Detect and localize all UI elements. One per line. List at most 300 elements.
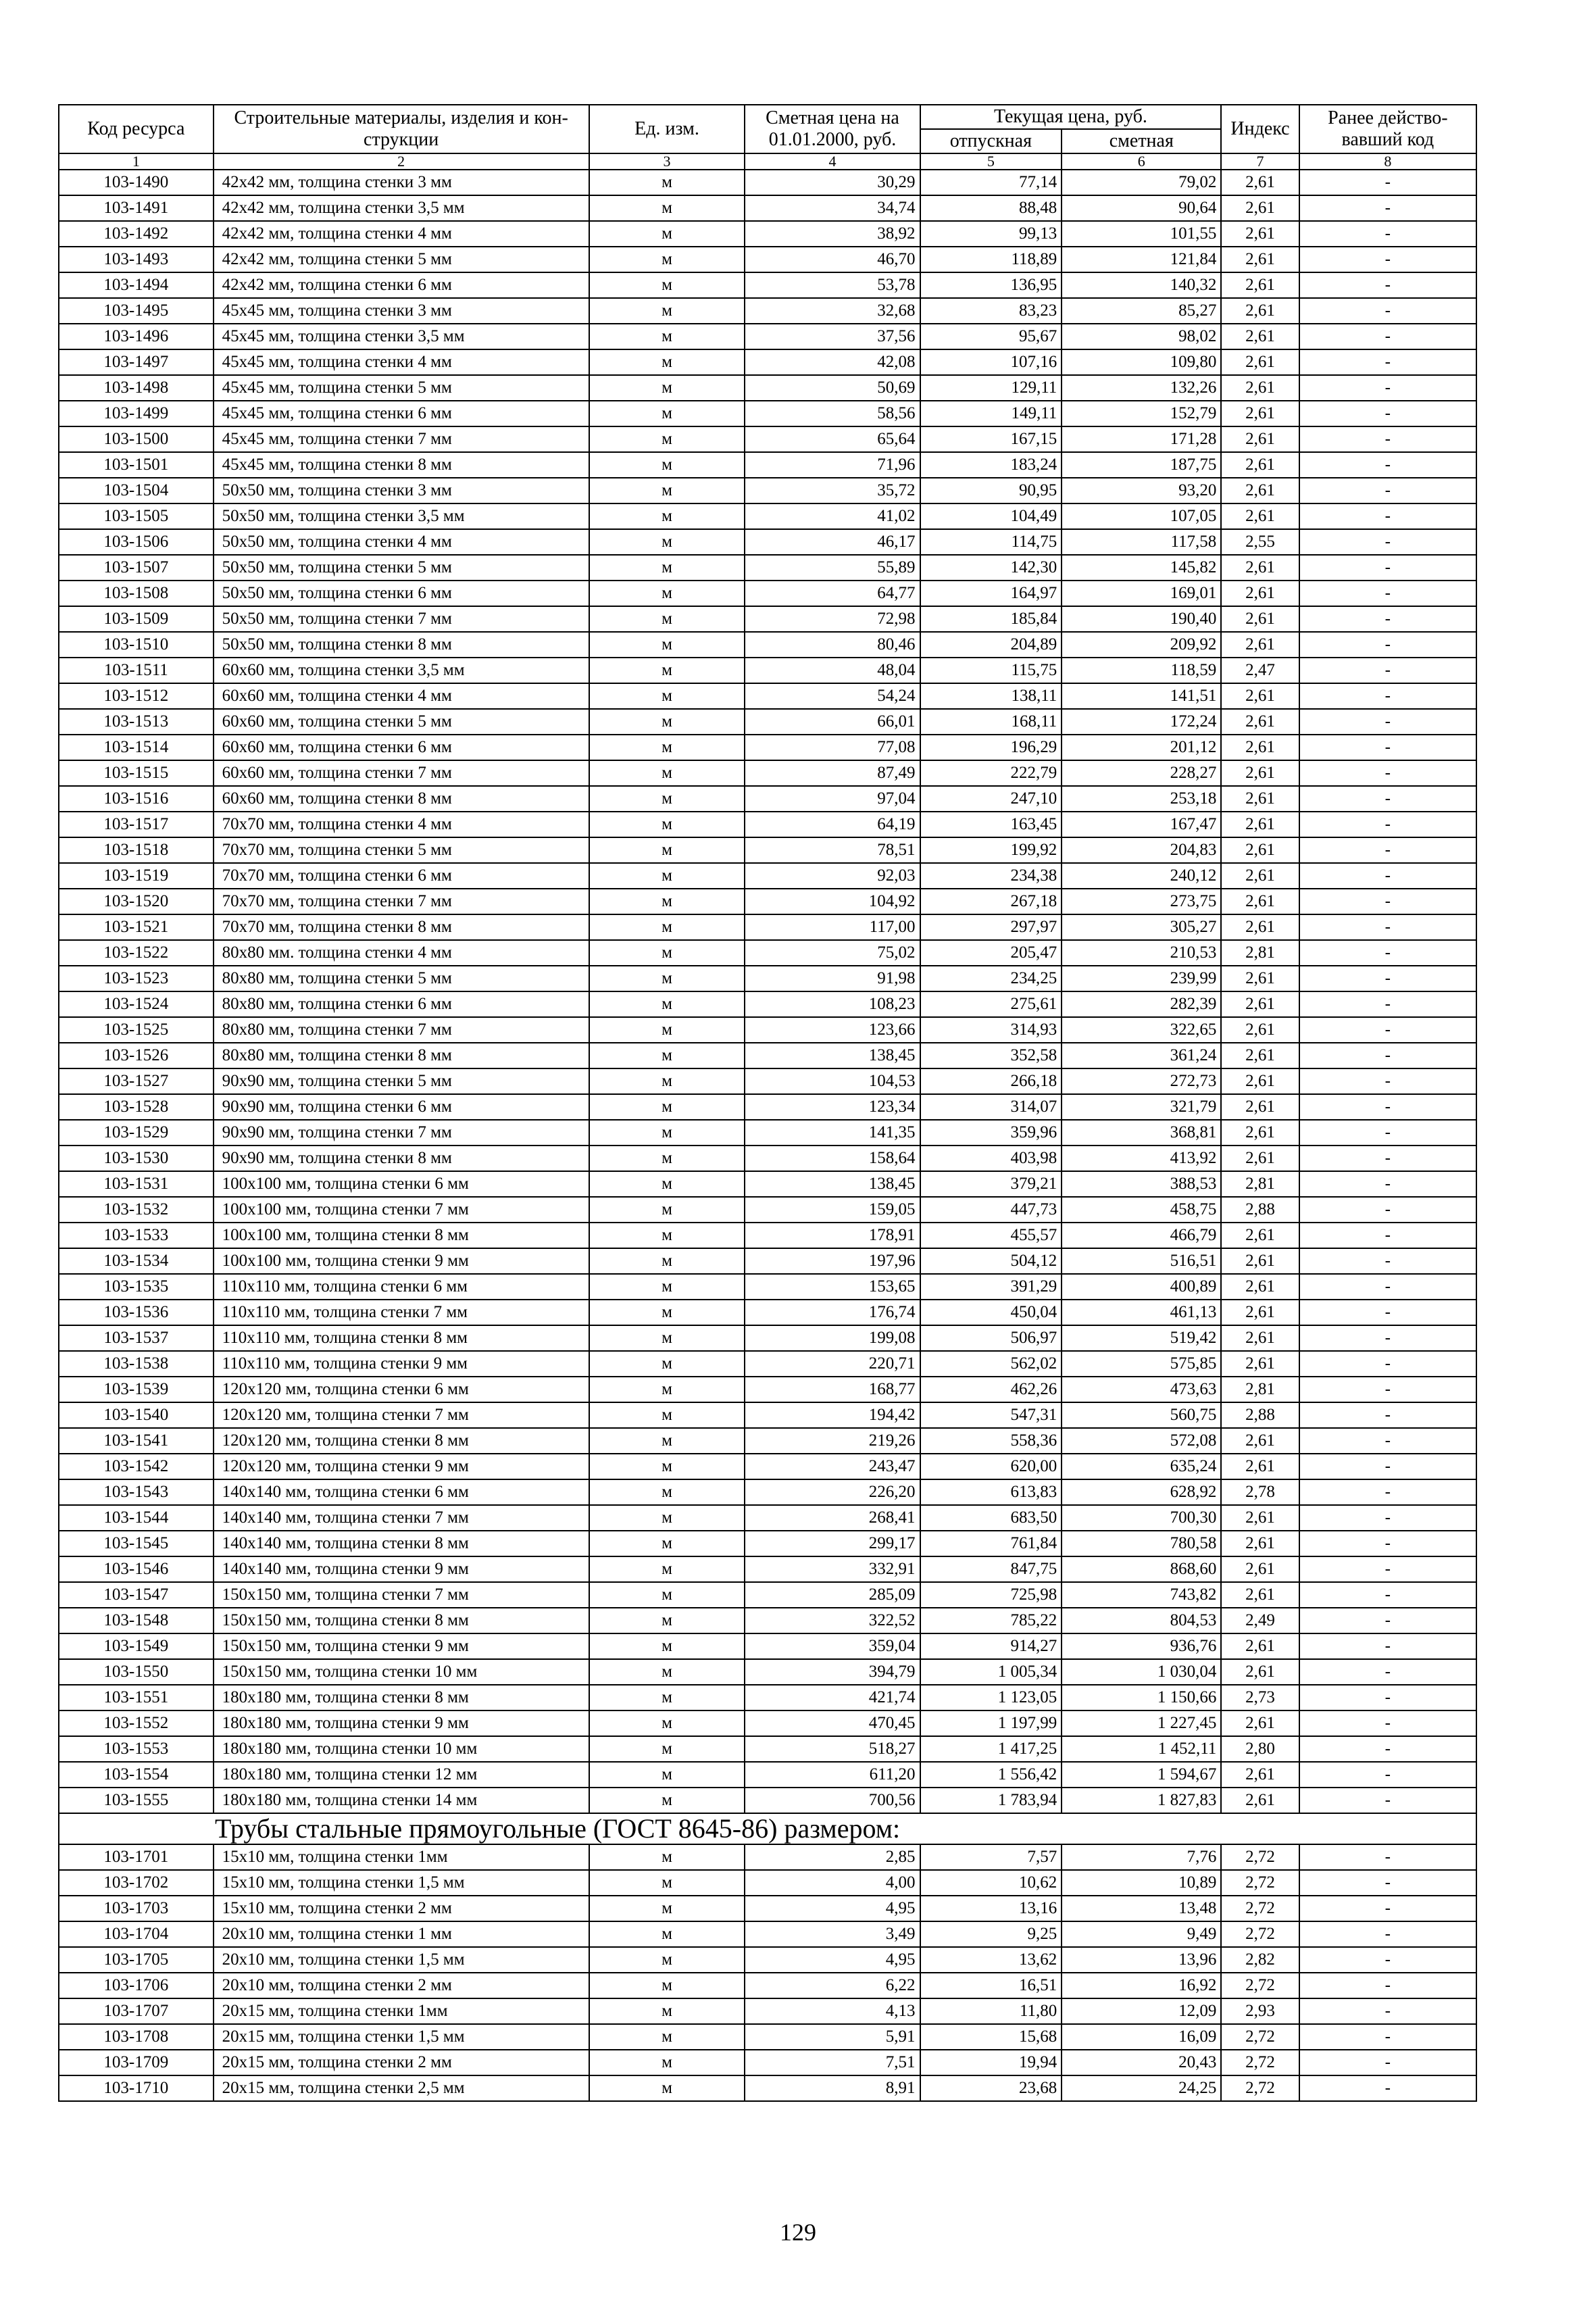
release-price-cell: 613,83 bbox=[920, 1479, 1062, 1505]
previous-code-cell: - bbox=[1299, 2024, 1476, 2050]
unit-cell: м bbox=[589, 170, 745, 195]
previous-code-cell: - bbox=[1299, 1223, 1476, 1248]
resource-code-cell: 103-1547 bbox=[59, 1582, 214, 1608]
unit-cell: м bbox=[589, 401, 745, 426]
previous-code-cell: - bbox=[1299, 478, 1476, 503]
previous-code-cell: - bbox=[1299, 1947, 1476, 1973]
estimate-price-2000-cell: 87,49 bbox=[745, 760, 920, 786]
resource-code-cell: 103-1546 bbox=[59, 1556, 214, 1582]
unit-cell: м bbox=[589, 1531, 745, 1556]
previous-code-cell: - bbox=[1299, 349, 1476, 375]
index-cell: 2,61 bbox=[1221, 195, 1299, 221]
previous-code-cell: - bbox=[1299, 503, 1476, 529]
material-name-cell: 60x60 мм, толщина стенки 3,5 мм bbox=[214, 658, 589, 683]
estimate-price-2000-cell: 41,02 bbox=[745, 503, 920, 529]
material-name-cell: 100x100 мм, толщина стенки 6 мм bbox=[214, 1171, 589, 1197]
unit-cell: м bbox=[589, 1762, 745, 1788]
release-price-cell: 138,11 bbox=[920, 683, 1062, 709]
estimate-price-cell: 466,79 bbox=[1062, 1223, 1221, 1248]
resource-code-cell: 103-1500 bbox=[59, 426, 214, 452]
material-name-cell: 20x15 мм, толщина стенки 2 мм bbox=[214, 2050, 589, 2075]
unit-cell: м bbox=[589, 709, 745, 735]
unit-cell: м bbox=[589, 1223, 745, 1248]
material-name-cell: 20x15 мм, толщина стенки 1мм bbox=[214, 1998, 589, 2024]
release-price-cell: 1 197,99 bbox=[920, 1710, 1062, 1736]
estimate-price-2000-cell: 359,04 bbox=[745, 1633, 920, 1659]
index-cell: 2,61 bbox=[1221, 1248, 1299, 1274]
estimate-price-cell: 79,02 bbox=[1062, 170, 1221, 195]
header-materials: Строительные материалы, изделия и кон- струкции bbox=[214, 105, 589, 153]
release-price-cell: 185,84 bbox=[920, 606, 1062, 632]
table-row bbox=[59, 1505, 1476, 1531]
index-cell: 2,61 bbox=[1221, 735, 1299, 760]
table-row bbox=[59, 1068, 1476, 1094]
unit-cell: м bbox=[589, 1582, 745, 1608]
release-price-cell: 149,11 bbox=[920, 401, 1062, 426]
material-name-cell: 140x140 мм, толщина стенки 6 мм bbox=[214, 1479, 589, 1505]
estimate-price-cell: 700,30 bbox=[1062, 1505, 1221, 1531]
table-row bbox=[59, 272, 1476, 298]
unit-cell: м bbox=[589, 2075, 745, 2101]
estimate-price-2000-cell: 194,42 bbox=[745, 1402, 920, 1428]
table-row bbox=[59, 1325, 1476, 1351]
previous-code-cell: - bbox=[1299, 529, 1476, 555]
estimate-price-2000-cell: 197,96 bbox=[745, 1248, 920, 1274]
resource-code-cell: 103-1514 bbox=[59, 735, 214, 760]
estimate-price-cell: 1 594,67 bbox=[1062, 1762, 1221, 1788]
material-name-cell: 45x45 мм, толщина стенки 6 мм bbox=[214, 401, 589, 426]
resource-code-cell: 103-1517 bbox=[59, 812, 214, 837]
resource-code-cell: 103-1532 bbox=[59, 1197, 214, 1223]
estimate-price-cell: 305,27 bbox=[1062, 914, 1221, 940]
release-price-cell: 222,79 bbox=[920, 760, 1062, 786]
index-cell: 2,81 bbox=[1221, 1171, 1299, 1197]
material-name-cell: 180x180 мм, толщина стенки 12 мм bbox=[214, 1762, 589, 1788]
estimate-price-cell: 190,40 bbox=[1062, 606, 1221, 632]
unit-cell: м bbox=[589, 1844, 745, 1870]
table-row bbox=[59, 1556, 1476, 1582]
column-number: 4 bbox=[745, 153, 920, 170]
index-cell: 2,61 bbox=[1221, 991, 1299, 1017]
index-cell: 2,72 bbox=[1221, 1844, 1299, 1870]
resource-code-cell: 103-1499 bbox=[59, 401, 214, 426]
material-name-cell: 42x42 мм, толщина стенки 6 мм bbox=[214, 272, 589, 298]
header-estimate-price: сметная bbox=[1062, 129, 1221, 153]
estimate-price-cell: 121,84 bbox=[1062, 247, 1221, 272]
unit-cell: м bbox=[589, 2050, 745, 2075]
header-release-price: отпускная bbox=[920, 129, 1062, 153]
release-price-cell: 7,57 bbox=[920, 1844, 1062, 1870]
estimate-price-cell: 16,92 bbox=[1062, 1973, 1221, 1998]
material-name-cell: 50x50 мм, толщина стенки 7 мм bbox=[214, 606, 589, 632]
header-estimate-price-2000: Сметная цена на 01.01.2000, руб. bbox=[745, 105, 920, 153]
release-price-cell: 142,30 bbox=[920, 555, 1062, 581]
unit-cell: м bbox=[589, 1017, 745, 1043]
table-row bbox=[59, 1351, 1476, 1377]
table-row bbox=[59, 1479, 1476, 1505]
index-cell: 2,61 bbox=[1221, 1017, 1299, 1043]
index-cell: 2,61 bbox=[1221, 1788, 1299, 1813]
index-cell: 2,80 bbox=[1221, 1736, 1299, 1762]
table-row bbox=[59, 1998, 1476, 2024]
estimate-price-2000-cell: 159,05 bbox=[745, 1197, 920, 1223]
unit-cell: м bbox=[589, 272, 745, 298]
release-price-cell: 267,18 bbox=[920, 889, 1062, 914]
index-cell: 2,61 bbox=[1221, 1094, 1299, 1120]
resource-code-cell: 103-1530 bbox=[59, 1146, 214, 1171]
release-price-cell: 450,04 bbox=[920, 1300, 1062, 1325]
material-name-cell: 80x80 мм, толщина стенки 8 мм bbox=[214, 1043, 589, 1068]
table-row bbox=[59, 863, 1476, 889]
unit-cell: м bbox=[589, 2024, 745, 2050]
resource-code-cell: 103-1495 bbox=[59, 298, 214, 324]
unit-cell: м bbox=[589, 1788, 745, 1813]
estimate-price-cell: 9,49 bbox=[1062, 1921, 1221, 1947]
previous-code-cell: - bbox=[1299, 1844, 1476, 1870]
price-table bbox=[58, 104, 1477, 2102]
release-price-cell: 504,12 bbox=[920, 1248, 1062, 1274]
resource-code-cell: 103-1709 bbox=[59, 2050, 214, 2075]
material-name-cell: 15x10 мм, толщина стенки 2 мм bbox=[214, 1896, 589, 1921]
column-number: 2 bbox=[214, 153, 589, 170]
unit-cell: м bbox=[589, 1998, 745, 2024]
index-cell: 2,61 bbox=[1221, 247, 1299, 272]
estimate-price-cell: 272,73 bbox=[1062, 1068, 1221, 1094]
price-table-sheet bbox=[58, 104, 1477, 2102]
estimate-price-cell: 209,92 bbox=[1062, 632, 1221, 658]
estimate-price-2000-cell: 91,98 bbox=[745, 966, 920, 991]
resource-code-cell: 103-1554 bbox=[59, 1762, 214, 1788]
material-name-cell: 20x10 мм, толщина стенки 1,5 мм bbox=[214, 1947, 589, 1973]
estimate-price-2000-cell: 4,95 bbox=[745, 1896, 920, 1921]
resource-code-cell: 103-1505 bbox=[59, 503, 214, 529]
resource-code-cell: 103-1508 bbox=[59, 581, 214, 606]
unit-cell: м bbox=[589, 426, 745, 452]
table-row bbox=[59, 478, 1476, 503]
estimate-price-2000-cell: 299,17 bbox=[745, 1531, 920, 1556]
estimate-price-2000-cell: 34,74 bbox=[745, 195, 920, 221]
index-cell: 2,61 bbox=[1221, 914, 1299, 940]
release-price-cell: 10,62 bbox=[920, 1870, 1062, 1896]
estimate-price-2000-cell: 30,29 bbox=[745, 170, 920, 195]
previous-code-cell: - bbox=[1299, 1351, 1476, 1377]
material-name-cell: 140x140 мм, толщина стенки 9 мм bbox=[214, 1556, 589, 1582]
column-number: 6 bbox=[1062, 153, 1221, 170]
index-cell: 2,61 bbox=[1221, 1505, 1299, 1531]
previous-code-cell: - bbox=[1299, 1248, 1476, 1274]
estimate-price-2000-cell: 268,41 bbox=[745, 1505, 920, 1531]
estimate-price-2000-cell: 66,01 bbox=[745, 709, 920, 735]
unit-cell: м bbox=[589, 1043, 745, 1068]
estimate-price-2000-cell: 80,46 bbox=[745, 632, 920, 658]
resource-code-cell: 103-1549 bbox=[59, 1633, 214, 1659]
table-row bbox=[59, 2075, 1476, 2101]
previous-code-cell: - bbox=[1299, 2050, 1476, 2075]
estimate-price-cell: 171,28 bbox=[1062, 426, 1221, 452]
estimate-price-2000-cell: 178,91 bbox=[745, 1223, 920, 1248]
previous-code-cell: - bbox=[1299, 760, 1476, 786]
table-row bbox=[59, 375, 1476, 401]
unit-cell: м bbox=[589, 375, 745, 401]
estimate-price-2000-cell: 226,20 bbox=[745, 1479, 920, 1505]
unit-cell: м bbox=[589, 478, 745, 503]
table-row bbox=[59, 170, 1476, 195]
estimate-price-2000-cell: 38,92 bbox=[745, 221, 920, 247]
estimate-price-2000-cell: 123,34 bbox=[745, 1094, 920, 1120]
index-cell: 2,72 bbox=[1221, 1921, 1299, 1947]
estimate-price-2000-cell: 4,00 bbox=[745, 1870, 920, 1896]
material-name-cell: 45x45 мм, толщина стенки 4 мм bbox=[214, 349, 589, 375]
unit-cell: м bbox=[589, 581, 745, 606]
material-name-cell: 140x140 мм, толщина стенки 8 мм bbox=[214, 1531, 589, 1556]
index-cell: 2,93 bbox=[1221, 1998, 1299, 2024]
estimate-price-cell: 322,65 bbox=[1062, 1017, 1221, 1043]
resource-code-cell: 103-1551 bbox=[59, 1685, 214, 1710]
release-price-cell: 90,95 bbox=[920, 478, 1062, 503]
estimate-price-cell: 473,63 bbox=[1062, 1377, 1221, 1402]
unit-cell: м bbox=[589, 914, 745, 940]
unit-cell: м bbox=[589, 1479, 745, 1505]
previous-code-cell: - bbox=[1299, 581, 1476, 606]
release-price-cell: 558,36 bbox=[920, 1428, 1062, 1454]
index-cell: 2,61 bbox=[1221, 1068, 1299, 1094]
index-cell: 2,61 bbox=[1221, 1556, 1299, 1582]
previous-code-cell: - bbox=[1299, 1017, 1476, 1043]
previous-code-cell: - bbox=[1299, 1870, 1476, 1896]
previous-code-cell: - bbox=[1299, 324, 1476, 349]
index-cell: 2,72 bbox=[1221, 2050, 1299, 2075]
release-price-cell: 23,68 bbox=[920, 2075, 1062, 2101]
material-name-cell: 80x80 мм, толщина стенки 7 мм bbox=[214, 1017, 589, 1043]
index-cell: 2,61 bbox=[1221, 1762, 1299, 1788]
unit-cell: м bbox=[589, 889, 745, 914]
previous-code-cell: - bbox=[1299, 1633, 1476, 1659]
unit-cell: м bbox=[589, 1608, 745, 1633]
release-price-cell: 506,97 bbox=[920, 1325, 1062, 1351]
unit-cell: м bbox=[589, 221, 745, 247]
table-row bbox=[59, 1094, 1476, 1120]
release-price-cell: 205,47 bbox=[920, 940, 1062, 966]
unit-cell: м bbox=[589, 1454, 745, 1479]
estimate-price-2000-cell: 97,04 bbox=[745, 786, 920, 812]
index-cell: 2,61 bbox=[1221, 349, 1299, 375]
table-row bbox=[59, 683, 1476, 709]
resource-code-cell: 103-1506 bbox=[59, 529, 214, 555]
resource-code-cell: 103-1513 bbox=[59, 709, 214, 735]
resource-code-cell: 103-1493 bbox=[59, 247, 214, 272]
material-name-cell: 150x150 мм, толщина стенки 10 мм bbox=[214, 1659, 589, 1685]
estimate-price-cell: 1 452,11 bbox=[1062, 1736, 1221, 1762]
estimate-price-cell: 20,43 bbox=[1062, 2050, 1221, 2075]
table-row bbox=[59, 529, 1476, 555]
index-cell: 2,78 bbox=[1221, 1479, 1299, 1505]
resource-code-cell: 103-1707 bbox=[59, 1998, 214, 2024]
estimate-price-cell: 13,96 bbox=[1062, 1947, 1221, 1973]
unit-cell: м bbox=[589, 1171, 745, 1197]
estimate-price-cell: 1 827,83 bbox=[1062, 1788, 1221, 1813]
section-heading-row bbox=[59, 1813, 1476, 1844]
estimate-price-2000-cell: 322,52 bbox=[745, 1608, 920, 1633]
previous-code-cell: - bbox=[1299, 170, 1476, 195]
resource-code-cell: 103-1526 bbox=[59, 1043, 214, 1068]
release-price-cell: 136,95 bbox=[920, 272, 1062, 298]
estimate-price-2000-cell: 72,98 bbox=[745, 606, 920, 632]
table-row bbox=[59, 1870, 1476, 1896]
estimate-price-cell: 361,24 bbox=[1062, 1043, 1221, 1068]
unit-cell: м bbox=[589, 1094, 745, 1120]
table-row bbox=[59, 760, 1476, 786]
resource-code-cell: 103-1519 bbox=[59, 863, 214, 889]
material-name-cell: 110x110 мм, толщина стенки 7 мм bbox=[214, 1300, 589, 1325]
index-cell: 2,61 bbox=[1221, 786, 1299, 812]
release-price-cell: 167,15 bbox=[920, 426, 1062, 452]
estimate-price-2000-cell: 32,68 bbox=[745, 298, 920, 324]
unit-cell: м bbox=[589, 1633, 745, 1659]
release-price-cell: 1 556,42 bbox=[920, 1762, 1062, 1788]
resource-code-cell: 103-1540 bbox=[59, 1402, 214, 1428]
estimate-price-cell: 210,53 bbox=[1062, 940, 1221, 966]
estimate-price-cell: 519,42 bbox=[1062, 1325, 1221, 1351]
previous-code-cell: - bbox=[1299, 401, 1476, 426]
estimate-price-cell: 167,47 bbox=[1062, 812, 1221, 837]
release-price-cell: 359,96 bbox=[920, 1120, 1062, 1146]
resource-code-cell: 103-1510 bbox=[59, 632, 214, 658]
index-cell: 2,61 bbox=[1221, 760, 1299, 786]
unit-cell: м bbox=[589, 1685, 745, 1710]
header-unit: Ед. изм. bbox=[589, 105, 745, 153]
resource-code-cell: 103-1708 bbox=[59, 2024, 214, 2050]
unit-cell: м bbox=[589, 324, 745, 349]
estimate-price-cell: 10,89 bbox=[1062, 1870, 1221, 1896]
table-row bbox=[59, 1171, 1476, 1197]
release-price-cell: 9,25 bbox=[920, 1921, 1062, 1947]
unit-cell: м bbox=[589, 1896, 745, 1921]
resource-code-cell: 103-1542 bbox=[59, 1454, 214, 1479]
release-price-cell: 785,22 bbox=[920, 1608, 1062, 1633]
material-name-cell: 150x150 мм, толщина стенки 8 мм bbox=[214, 1608, 589, 1633]
release-price-cell: 266,18 bbox=[920, 1068, 1062, 1094]
estimate-price-cell: 1 227,45 bbox=[1062, 1710, 1221, 1736]
index-cell: 2,61 bbox=[1221, 889, 1299, 914]
unit-cell: м bbox=[589, 1325, 745, 1351]
table-row bbox=[59, 1633, 1476, 1659]
release-price-cell: 234,38 bbox=[920, 863, 1062, 889]
unit-cell: м bbox=[589, 658, 745, 683]
previous-code-cell: - bbox=[1299, 1043, 1476, 1068]
table-body-part1 bbox=[59, 170, 1476, 1813]
table-header bbox=[59, 105, 1476, 170]
material-name-cell: 80x80 мм, толщина стенки 6 мм bbox=[214, 991, 589, 1017]
table-row bbox=[59, 503, 1476, 529]
estimate-price-cell: 240,12 bbox=[1062, 863, 1221, 889]
unit-cell: м bbox=[589, 683, 745, 709]
index-cell: 2,73 bbox=[1221, 1685, 1299, 1710]
previous-code-cell: - bbox=[1299, 1171, 1476, 1197]
estimate-price-2000-cell: 2,85 bbox=[745, 1844, 920, 1870]
material-name-cell: 60x60 мм, толщина стенки 4 мм bbox=[214, 683, 589, 709]
release-price-cell: 247,10 bbox=[920, 786, 1062, 812]
resource-code-cell: 103-1545 bbox=[59, 1531, 214, 1556]
estimate-price-2000-cell: 42,08 bbox=[745, 349, 920, 375]
index-cell: 2,61 bbox=[1221, 683, 1299, 709]
material-name-cell: 50x50 мм, толщина стенки 3,5 мм bbox=[214, 503, 589, 529]
estimate-price-2000-cell: 7,51 bbox=[745, 2050, 920, 2075]
estimate-price-cell: 117,58 bbox=[1062, 529, 1221, 555]
index-cell: 2,61 bbox=[1221, 1454, 1299, 1479]
resource-code-cell: 103-1539 bbox=[59, 1377, 214, 1402]
index-cell: 2,61 bbox=[1221, 606, 1299, 632]
material-name-cell: 180x180 мм, толщина стенки 9 мм bbox=[214, 1710, 589, 1736]
estimate-price-cell: 239,99 bbox=[1062, 966, 1221, 991]
index-cell: 2,72 bbox=[1221, 1973, 1299, 1998]
previous-code-cell: - bbox=[1299, 2075, 1476, 2101]
resource-code-cell: 103-1520 bbox=[59, 889, 214, 914]
estimate-price-cell: 141,51 bbox=[1062, 683, 1221, 709]
estimate-price-2000-cell: 104,53 bbox=[745, 1068, 920, 1094]
table-row bbox=[59, 1762, 1476, 1788]
resource-code-cell: 103-1555 bbox=[59, 1788, 214, 1813]
estimate-price-2000-cell: 611,20 bbox=[745, 1762, 920, 1788]
resource-code-cell: 103-1533 bbox=[59, 1223, 214, 1248]
table-row bbox=[59, 940, 1476, 966]
index-cell: 2,49 bbox=[1221, 1608, 1299, 1633]
estimate-price-cell: 98,02 bbox=[1062, 324, 1221, 349]
estimate-price-2000-cell: 219,26 bbox=[745, 1428, 920, 1454]
material-name-cell: 90x90 мм, толщина стенки 7 мм bbox=[214, 1120, 589, 1146]
estimate-price-cell: 7,76 bbox=[1062, 1844, 1221, 1870]
unit-cell: м bbox=[589, 837, 745, 863]
release-price-cell: 16,51 bbox=[920, 1973, 1062, 1998]
table-row bbox=[59, 1223, 1476, 1248]
estimate-price-2000-cell: 8,91 bbox=[745, 2075, 920, 2101]
previous-code-cell: - bbox=[1299, 812, 1476, 837]
table-row bbox=[59, 786, 1476, 812]
previous-code-cell: - bbox=[1299, 1300, 1476, 1325]
table-row bbox=[59, 401, 1476, 426]
unit-cell: м bbox=[589, 1710, 745, 1736]
resource-code-cell: 103-1537 bbox=[59, 1325, 214, 1351]
previous-code-cell: - bbox=[1299, 1659, 1476, 1685]
table-row bbox=[59, 324, 1476, 349]
estimate-price-cell: 936,76 bbox=[1062, 1633, 1221, 1659]
unit-cell: м bbox=[589, 1377, 745, 1402]
estimate-price-cell: 132,26 bbox=[1062, 375, 1221, 401]
material-name-cell: 45x45 мм, толщина стенки 7 мм bbox=[214, 426, 589, 452]
estimate-price-2000-cell: 138,45 bbox=[745, 1043, 920, 1068]
material-name-cell: 45x45 мм, толщина стенки 3 мм bbox=[214, 298, 589, 324]
resource-code-cell: 103-1496 bbox=[59, 324, 214, 349]
release-price-cell: 1 417,25 bbox=[920, 1736, 1062, 1762]
material-name-cell: 70x70 мм, толщина стенки 8 мм bbox=[214, 914, 589, 940]
material-name-cell: 50x50 мм, толщина стенки 5 мм bbox=[214, 555, 589, 581]
estimate-price-cell: 400,89 bbox=[1062, 1274, 1221, 1300]
release-price-cell: 234,25 bbox=[920, 966, 1062, 991]
material-name-cell: 180x180 мм, толщина стенки 10 мм bbox=[214, 1736, 589, 1762]
previous-code-cell: - bbox=[1299, 1377, 1476, 1402]
column-number: 8 bbox=[1299, 153, 1476, 170]
estimate-price-cell: 201,12 bbox=[1062, 735, 1221, 760]
index-cell: 2,61 bbox=[1221, 478, 1299, 503]
material-name-cell: 80x80 мм, толщина стенки 5 мм bbox=[214, 966, 589, 991]
unit-cell: м bbox=[589, 1973, 745, 1998]
table-row bbox=[59, 1454, 1476, 1479]
release-price-cell: 379,21 bbox=[920, 1171, 1062, 1197]
table-row bbox=[59, 837, 1476, 863]
previous-code-cell: - bbox=[1299, 1274, 1476, 1300]
index-cell: 2,61 bbox=[1221, 709, 1299, 735]
estimate-price-cell: 804,53 bbox=[1062, 1608, 1221, 1633]
estimate-price-2000-cell: 77,08 bbox=[745, 735, 920, 760]
